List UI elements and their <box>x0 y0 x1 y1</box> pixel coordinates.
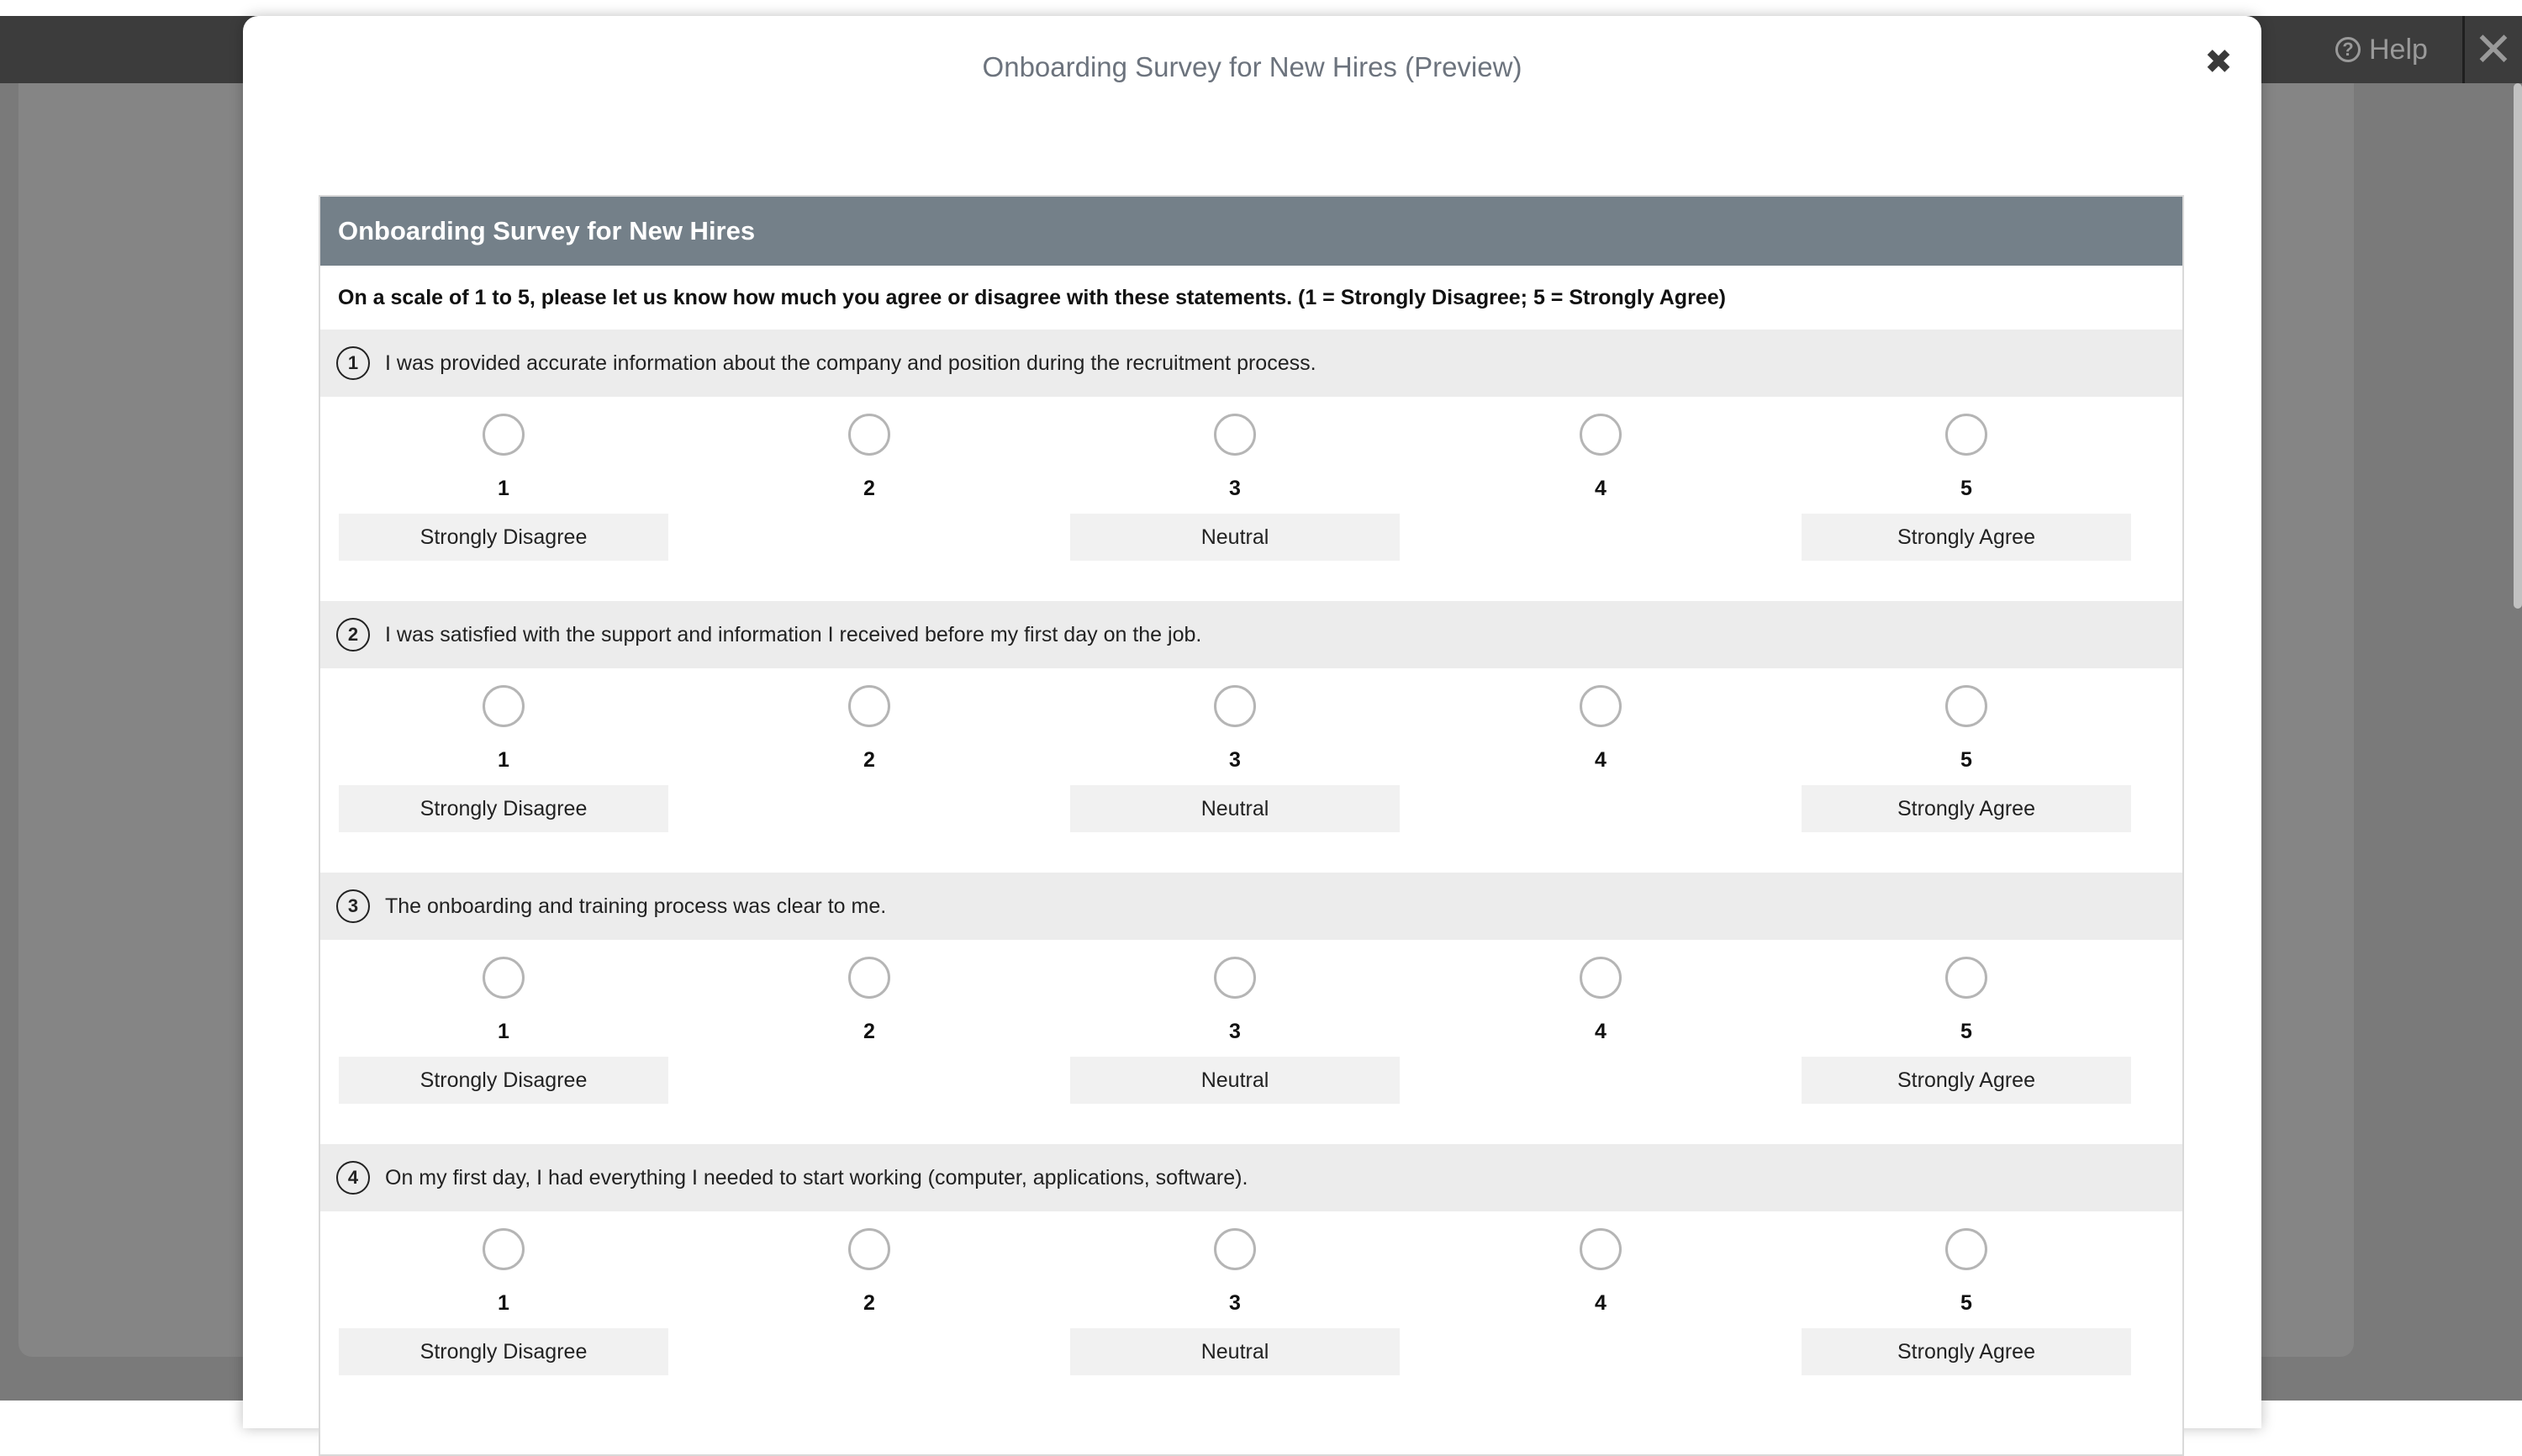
radio-button[interactable] <box>1580 414 1622 456</box>
option-label: Neutral <box>1070 514 1400 561</box>
rating-option-1[interactable] <box>339 940 668 1144</box>
option-label: Strongly Disagree <box>339 1057 668 1104</box>
radio-button[interactable] <box>1214 685 1256 727</box>
option-value: 2 <box>863 477 875 500</box>
option-value: 5 <box>1960 1020 1972 1043</box>
option-value: 4 <box>1595 1291 1607 1315</box>
option-label: Strongly Disagree <box>339 514 668 561</box>
rating-option-3[interactable] <box>1070 668 1400 873</box>
modal-title: Onboarding Survey for New Hires (Preview) <box>982 51 1522 82</box>
option-value: 4 <box>1595 477 1607 500</box>
option-value: 1 <box>498 1291 509 1315</box>
radio-button[interactable] <box>1214 1228 1256 1270</box>
rating-option-4[interactable] <box>1436 940 1765 1144</box>
survey-form <box>319 195 2184 1456</box>
radio-button[interactable] <box>1214 414 1256 456</box>
option-label: Neutral <box>1070 1057 1400 1104</box>
radio-button[interactable] <box>848 414 890 456</box>
rating-option-2[interactable] <box>704 1211 1034 1416</box>
help-icon: ? <box>2335 37 2361 62</box>
option-label: Strongly Agree <box>1802 514 2131 561</box>
rating-option-5[interactable] <box>1802 1211 2131 1416</box>
rating-option-3[interactable] <box>1070 397 1400 601</box>
radio-button[interactable] <box>483 685 525 727</box>
survey-question <box>320 873 2182 1144</box>
radio-button[interactable] <box>483 414 525 456</box>
radio-button[interactable] <box>1945 1228 1987 1270</box>
radio-button[interactable] <box>1945 685 1987 727</box>
option-label: Strongly Agree <box>1802 1328 2131 1375</box>
rating-option-5[interactable] <box>1802 397 2131 601</box>
radio-button[interactable] <box>1945 957 1987 999</box>
question-list <box>320 330 2182 1416</box>
app-close-button[interactable] <box>2462 16 2522 83</box>
rating-option-5[interactable] <box>1802 940 2131 1144</box>
rating-option-1[interactable] <box>339 1211 668 1416</box>
preview-modal <box>243 16 2261 1428</box>
rating-option-3[interactable] <box>1070 1211 1400 1416</box>
option-value: 2 <box>863 1291 875 1315</box>
rating-option-4[interactable] <box>1436 397 1765 601</box>
modal-close-button[interactable] <box>2198 41 2240 83</box>
question-header <box>320 330 2182 397</box>
radio-button[interactable] <box>483 1228 525 1270</box>
option-label: Neutral <box>1070 785 1400 832</box>
radio-button[interactable] <box>848 957 890 999</box>
survey-question <box>320 1144 2182 1416</box>
question-header <box>320 873 2182 940</box>
question-header <box>320 1144 2182 1211</box>
survey-instructions: On a scale of 1 to 5, please let us know how much you agree or disagree with these statements. (1 = Strongly Disagree; 5 = Strongly Agree) <box>338 285 1726 309</box>
option-label: Strongly Agree <box>1802 785 2131 832</box>
rating-options <box>320 668 2182 873</box>
rating-options <box>320 397 2182 601</box>
option-value: 1 <box>498 1020 509 1043</box>
radio-button[interactable] <box>1214 957 1256 999</box>
option-value: 5 <box>1960 748 1972 772</box>
radio-button[interactable] <box>1945 414 1987 456</box>
option-label: Strongly Agree <box>1802 1057 2131 1104</box>
rating-options <box>320 940 2182 1144</box>
rating-option-5[interactable] <box>1802 668 2131 873</box>
radio-button[interactable] <box>848 685 890 727</box>
page-scrollbar[interactable] <box>2514 83 2522 609</box>
rating-option-4[interactable] <box>1436 668 1765 873</box>
rating-option-1[interactable] <box>339 668 668 873</box>
option-value: 5 <box>1960 1291 1972 1315</box>
close-icon: ✖ <box>2204 44 2233 81</box>
survey-question <box>320 330 2182 601</box>
rating-option-2[interactable] <box>704 940 1034 1144</box>
option-label: Strongly Disagree <box>339 1328 668 1375</box>
survey-question <box>320 601 2182 873</box>
question-header <box>320 601 2182 668</box>
question-number: 3 <box>336 889 370 923</box>
question-number: 4 <box>336 1161 370 1195</box>
option-value: 4 <box>1595 1020 1607 1043</box>
option-value: 3 <box>1229 1020 1241 1043</box>
option-value: 1 <box>498 477 509 500</box>
question-text: I was satisfied with the support and information I received before my first day on the job. <box>385 622 1202 646</box>
option-value: 3 <box>1229 1291 1241 1315</box>
question-number: 2 <box>336 618 370 652</box>
radio-button[interactable] <box>483 957 525 999</box>
radio-button[interactable] <box>848 1228 890 1270</box>
option-value: 2 <box>863 1020 875 1043</box>
option-label: Strongly Disagree <box>339 785 668 832</box>
radio-button[interactable] <box>1580 1228 1622 1270</box>
help-label: Help <box>2369 33 2428 66</box>
radio-button[interactable] <box>1580 685 1622 727</box>
question-text: I was provided accurate information about the company and position during the recruitment process. <box>385 351 1316 375</box>
option-value: 5 <box>1960 477 1972 500</box>
radio-button[interactable] <box>1580 957 1622 999</box>
option-value: 1 <box>498 748 509 772</box>
option-value: 3 <box>1229 748 1241 772</box>
help-button[interactable] <box>2335 16 2428 83</box>
question-text: On my first day, I had everything I needed to start working (computer, applications, software). <box>385 1165 1248 1190</box>
close-icon: ✕ <box>2473 23 2514 76</box>
option-label: Neutral <box>1070 1328 1400 1375</box>
rating-option-3[interactable] <box>1070 940 1400 1144</box>
rating-options <box>320 1211 2182 1416</box>
question-number: 1 <box>336 346 370 380</box>
rating-option-2[interactable] <box>704 397 1034 601</box>
rating-option-4[interactable] <box>1436 1211 1765 1416</box>
option-value: 2 <box>863 748 875 772</box>
option-value: 3 <box>1229 477 1241 500</box>
question-text: The onboarding and training process was clear to me. <box>385 894 887 918</box>
option-value: 4 <box>1595 748 1607 772</box>
rating-option-2[interactable] <box>704 668 1034 873</box>
survey-title: Onboarding Survey for New Hires <box>320 197 2182 266</box>
rating-option-1[interactable] <box>339 397 668 601</box>
